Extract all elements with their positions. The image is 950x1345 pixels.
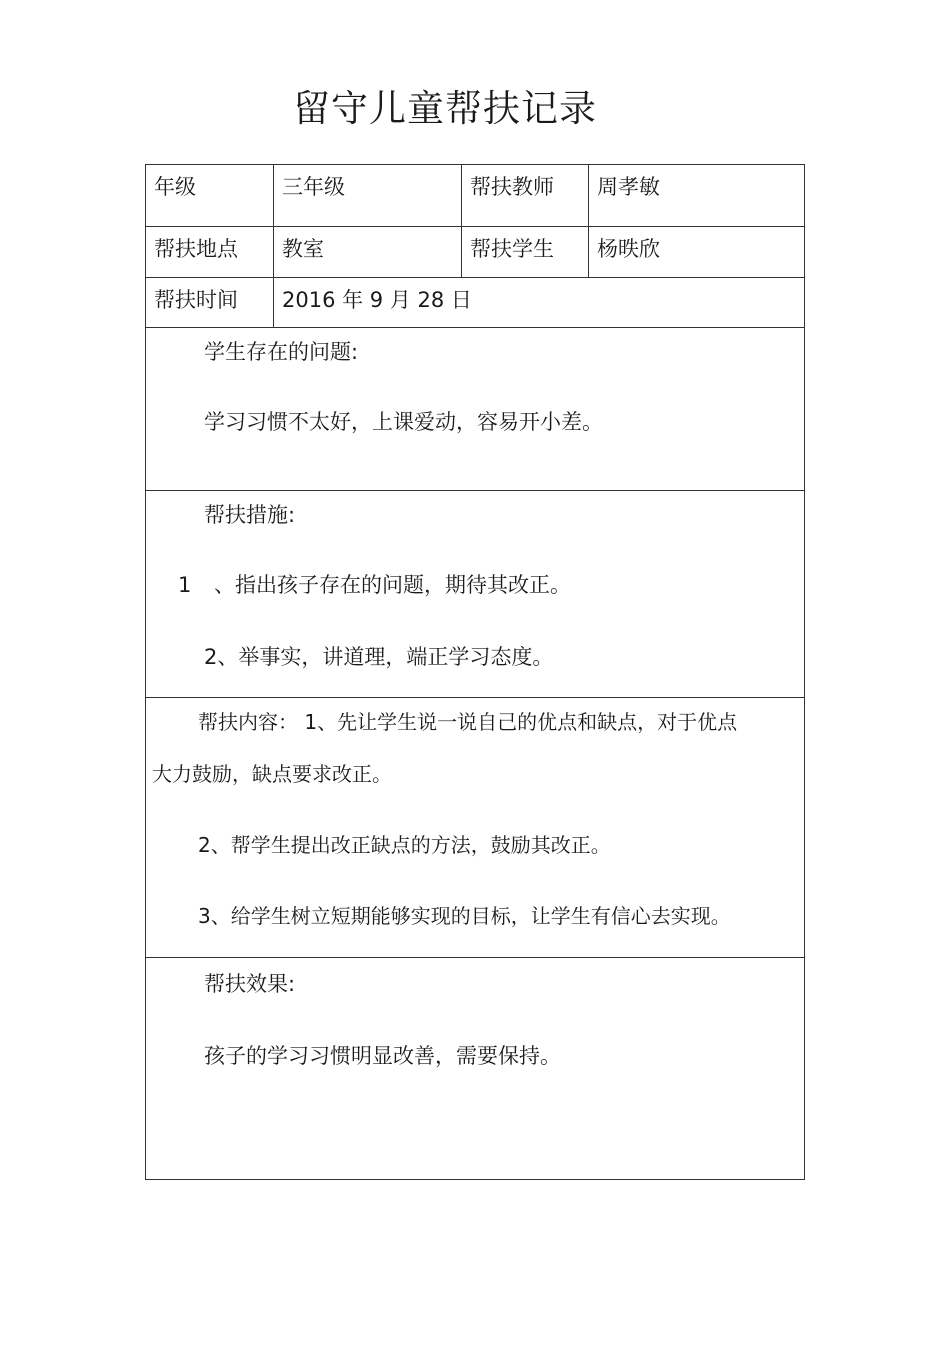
place-value: 教室 <box>274 227 462 278</box>
effect-text: 孩子的学习习惯明显改善，需要保持。 <box>204 1044 561 1068</box>
time-label: 帮扶时间 <box>146 278 274 328</box>
content-line-3: 2、帮学生提出改正缺点的方法，鼓励其改正。 <box>198 833 611 857</box>
content-line-2: 大力鼓励，缺点要求改正。 <box>152 762 392 786</box>
place-label: 帮扶地点 <box>146 227 274 278</box>
grade-value: 三年级 <box>274 165 462 227</box>
content-line-4: 3、给学生树立短期能够实现的目标，让学生有信心去实现。 <box>198 904 731 928</box>
page-title: 留守儿童帮扶记录 <box>293 87 597 130</box>
measures-heading: 帮扶措施: <box>204 503 296 527</box>
measures-item-1-text: 、指出孩子存在的问题，期待其改正。 <box>214 573 571 597</box>
content-line-1: 帮扶内容： 1、先让学生说一说自己的优点和缺点，对于优点 <box>198 710 738 734</box>
problem-text: 学习习惯不太好，上课爱动，容易开小差。 <box>204 410 603 434</box>
student-value: 杨昳欣 <box>589 227 805 278</box>
content-section <box>146 698 805 958</box>
effect-section <box>146 958 805 1180</box>
effect-heading: 帮扶效果: <box>204 972 296 996</box>
teacher-value: 周孝敏 <box>589 165 805 227</box>
measures-section <box>146 491 805 698</box>
student-label: 帮扶学生 <box>462 227 589 278</box>
problem-heading: 学生存在的问题: <box>204 340 359 364</box>
measures-item-1 <box>146 573 804 597</box>
teacher-label: 帮扶教师 <box>462 165 589 227</box>
measures-item-1-number: 1 <box>178 573 192 597</box>
problem-section <box>146 328 805 491</box>
time-value: 2016 年 9 月 28 日 <box>274 278 805 328</box>
grade-label: 年级 <box>146 165 274 227</box>
record-table <box>145 164 805 1180</box>
measures-item-2: 2、举事实，讲道理，端正学习态度。 <box>204 645 554 669</box>
